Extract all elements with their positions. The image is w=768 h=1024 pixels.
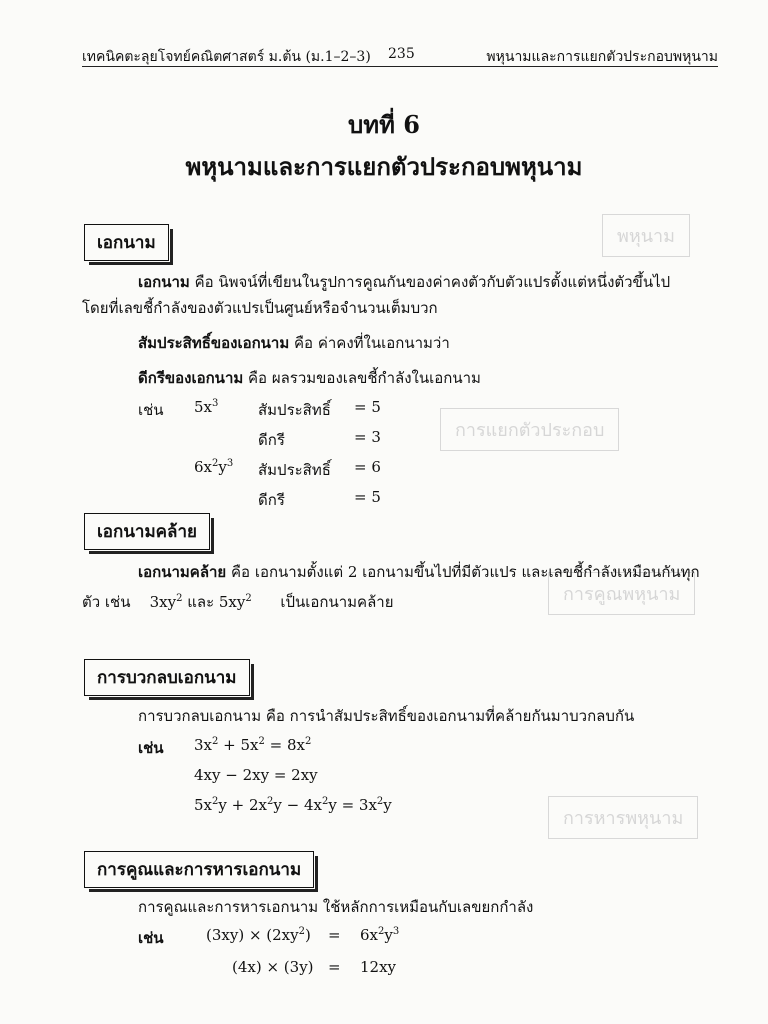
example-label: ตัว เช่น — [82, 593, 131, 611]
running-header — [82, 44, 718, 67]
definition-monomial — [138, 270, 670, 294]
bleed-through-text: พหุนาม — [617, 226, 676, 247]
bleed-through-box — [548, 796, 698, 839]
section-heading-text: เอกนามคล้าย — [97, 522, 197, 542]
definition-text: คือ นิพจน์ที่เขียนในรูปการคูณกันของค่าคงตัวกับตัวแปรตั้งแต่หนึ่งตัวขึ้นไป — [189, 273, 671, 291]
product-left: (4x) × (3y) — [232, 958, 314, 976]
chapter-title: พหุนามและการแยกตัวประกอบพหุนาม — [185, 152, 583, 181]
bleed-through-text: การหารพหุนาม — [563, 808, 684, 829]
equation-1 — [194, 736, 311, 754]
term-bold: สัมประสิทธิ์ของเอกนาม — [138, 334, 290, 352]
equation-2: 4xy − 2xy = 2xy — [194, 766, 318, 784]
bleed-through-text: การแยกตัวประกอบ — [455, 420, 605, 441]
expr-exponent: 2 — [378, 926, 385, 937]
expr-part: ) — [305, 926, 311, 944]
section-heading-text: เอกนาม — [97, 233, 156, 253]
expr-exponent: 3 — [392, 926, 400, 937]
term-bold: ดีกรีของเอกนาม — [138, 369, 244, 387]
expr-base: 3xy — [149, 593, 177, 611]
degree-value: = 3 — [354, 428, 381, 446]
coefficient-label: สัมประสิทธิ์ — [258, 401, 331, 419]
page-number: 235 — [388, 46, 415, 62]
expr-base: 5x — [194, 398, 213, 416]
coefficient-label: สัมประสิทธิ์ — [258, 461, 331, 479]
degree-value: = 5 — [354, 488, 381, 506]
expr-part: y + 2x — [218, 796, 267, 814]
example-like-monomials — [82, 590, 393, 614]
definition-text: คือ ผลรวมของเลขชี้กำลังในเอกนาม — [243, 369, 481, 387]
bleed-through-text: การคูณพหุนาม — [563, 584, 681, 605]
expr-part: y — [383, 796, 392, 814]
product-left — [206, 926, 311, 944]
equals-sign: = — [328, 958, 341, 976]
expr-base: y — [218, 458, 227, 476]
bleed-through-box — [440, 408, 619, 451]
bleed-through-box — [602, 214, 690, 257]
coefficient-value: = 5 — [354, 398, 381, 416]
example-suffix: เป็นเอกนามคล้าย — [280, 593, 394, 611]
section-heading-text: การคูณและการหารเอกนาม — [97, 860, 302, 880]
expr-exponent: 2 — [176, 593, 183, 604]
expr-part: + 5x — [218, 736, 259, 754]
expr-exponent: 2 — [304, 736, 312, 747]
section-heading-add-subtract — [84, 659, 250, 696]
definition-like-monomials — [138, 560, 700, 584]
coefficient-value: = 6 — [354, 458, 381, 476]
definition-continuation: โดยที่เลขชี้กำลังของตัวแปรเป็นศูนย์หรือจำนวนเต็มบวก — [82, 299, 438, 317]
expr-exponent: 2 — [298, 926, 305, 937]
expr-part: y − 4x — [273, 796, 322, 814]
chapter-number: บทที่ 6 — [348, 110, 420, 139]
expr-base: 6x — [194, 458, 213, 476]
example-label: เช่น — [138, 929, 164, 947]
expr-exponent: 2 — [212, 736, 219, 747]
expr-part: (3xy) × (2xy — [206, 926, 299, 944]
section-heading-like-monomials — [84, 513, 210, 550]
equation-3 — [194, 796, 392, 814]
expr-part: y = 3x — [328, 796, 377, 814]
example-label: เช่น — [138, 401, 164, 419]
expr-part: y — [384, 926, 393, 944]
example-expression — [194, 458, 233, 476]
expr-part: 6x — [360, 926, 379, 944]
expr-exponent: 2 — [258, 736, 265, 747]
expr-exponent: 2 — [266, 796, 274, 807]
section-heading-monomial — [84, 224, 169, 261]
expr-exponent: 2 — [245, 593, 252, 604]
expr-exponent: 2 — [212, 796, 219, 807]
definition-degree — [138, 366, 481, 390]
degree-label: ดีกรี — [258, 431, 285, 449]
equals-sign: = — [328, 926, 341, 944]
header-book-title: เทคนิคตะลุยโจทย์คณิตศาสตร์ ม.ต้น (ม.1–2–3) — [82, 49, 371, 65]
expr-part: 5x — [194, 796, 213, 814]
expr-base: 5xy — [218, 593, 246, 611]
example-expression — [194, 398, 218, 416]
definition-coefficient — [138, 331, 450, 355]
section-heading-text: การบวกลบเอกนาม — [97, 668, 237, 688]
product-right — [360, 926, 399, 944]
expr-exponent: 2 — [376, 796, 384, 807]
expr-part: = 8x — [264, 736, 305, 754]
example-label: เช่น — [138, 739, 164, 757]
term-bold: เอกนามคล้าย — [138, 563, 227, 581]
conjunction-text: และ — [182, 593, 219, 611]
definition-text: คือ ค่าคงที่ในเอกนามว่า — [289, 334, 450, 352]
expr-part: 3x — [194, 736, 213, 754]
expr-exponent: 2 — [212, 458, 219, 469]
definition-add-subtract: การบวกลบเอกนาม คือ การนำสัมประสิทธิ์ของเอกนามที่คล้ายกันมาบวกลบกัน — [138, 707, 635, 725]
product-right: 12xy — [360, 958, 397, 976]
term-bold: เอกนาม — [138, 273, 190, 291]
definition-text: คือ เอกนามตั้งแต่ 2 เอกนามขึ้นไปที่มีตัวแปร และเลขชี้กำลังเหมือนกันทุก — [226, 563, 700, 581]
expr-exponent: 3 — [212, 398, 219, 409]
definition-multiply-divide: การคูณและการหารเอกนาม ใช้หลักการเหมือนกับเลขยกกำลัง — [138, 898, 534, 916]
header-chapter-title: พหุนามและการแยกตัวประกอบพหุนาม — [486, 49, 718, 65]
section-heading-multiply-divide — [84, 851, 314, 888]
degree-label: ดีกรี — [258, 491, 285, 509]
expr-exponent: 2 — [321, 796, 329, 807]
expr-exponent: 3 — [226, 458, 234, 469]
